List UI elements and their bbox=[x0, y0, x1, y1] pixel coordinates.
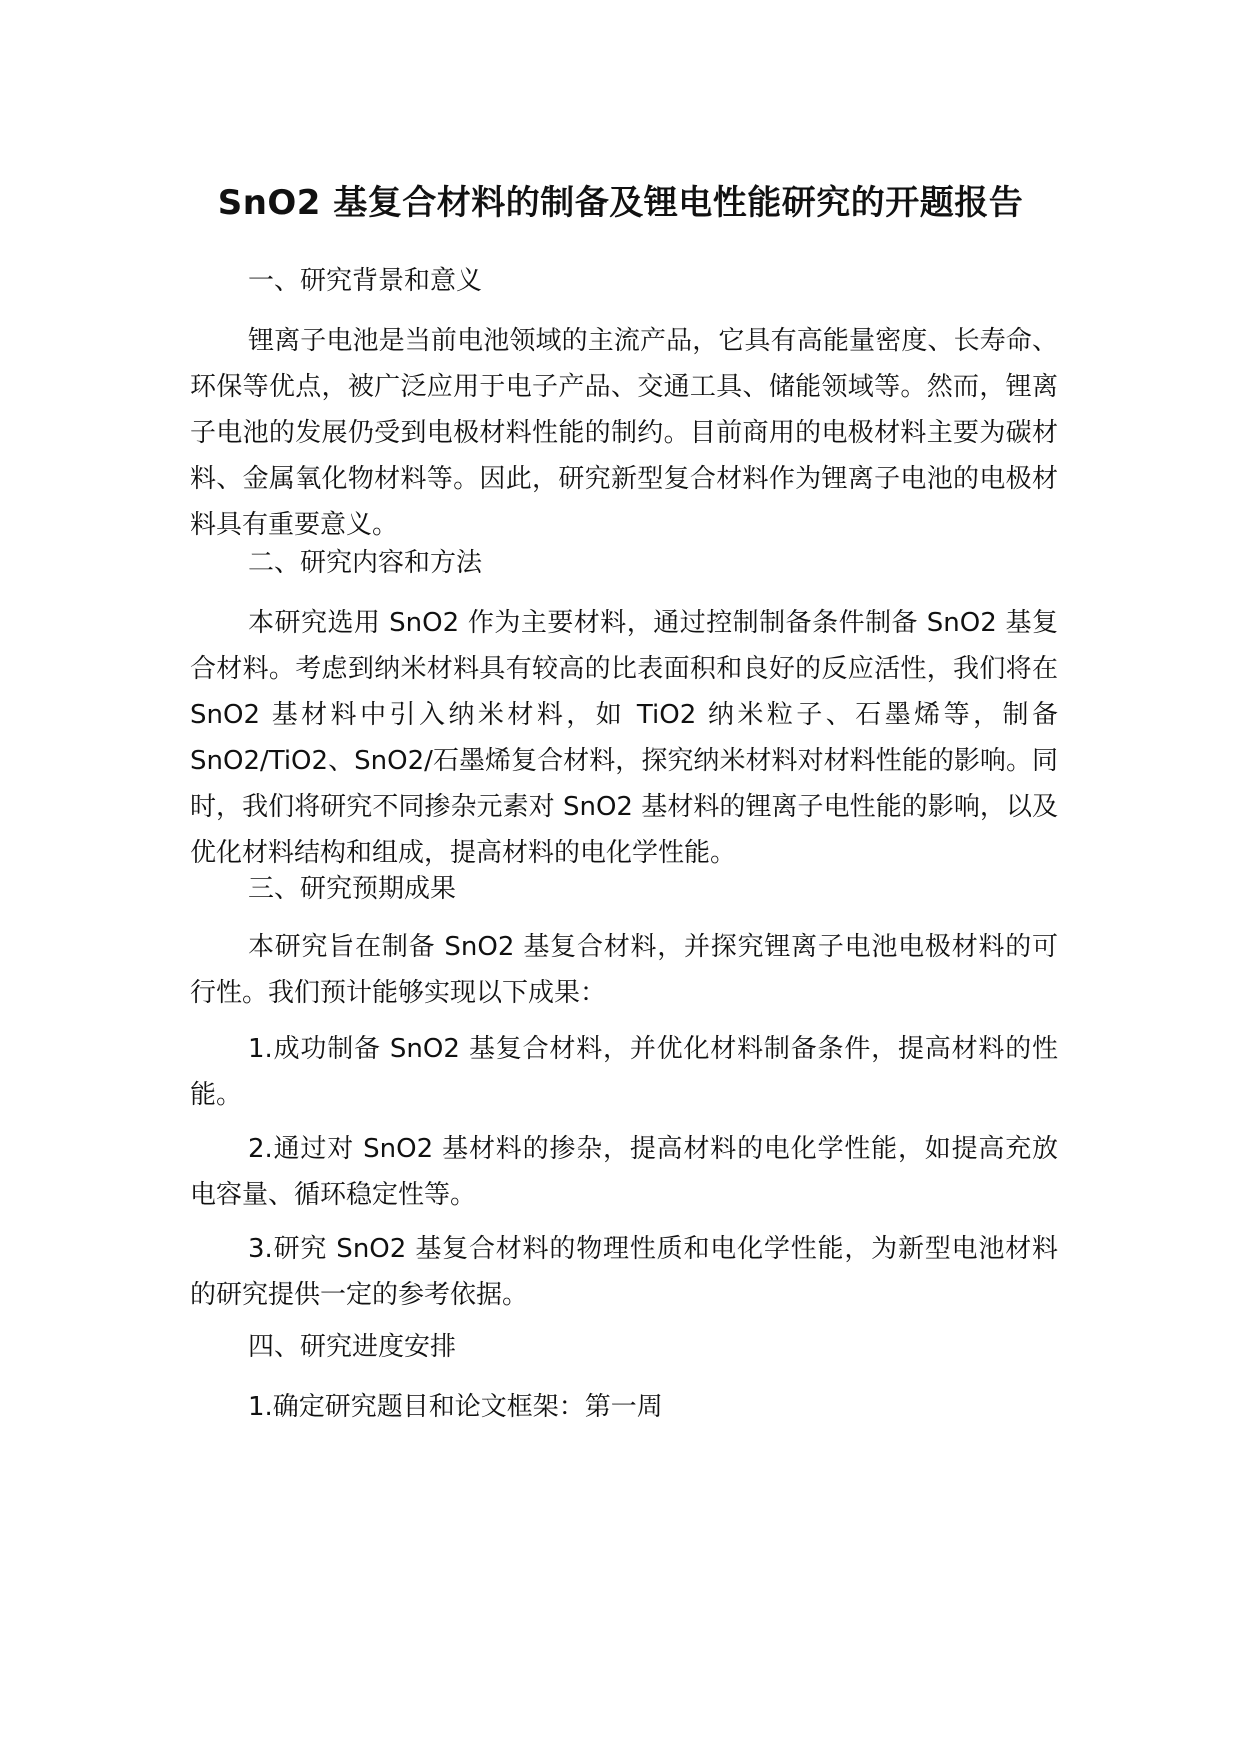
section-heading-expected-outcomes: 三、研究预期成果 bbox=[248, 874, 457, 904]
outcome-item-1: 1.成功制备 SnO2 基复合材料，并优化材料制备条件，提高材料的性能。 bbox=[190, 1034, 1058, 1110]
paragraph-background: 锂离子电池是当前电池领域的主流产品，它具有高能量密度、长寿命、环保等优点，被广泛应用于电子产品、交通工具、储能领域等。然而，锂离子电池的发展仍受到电极材料性能的制约。目前商用的电极材料主要为碳材料、金属氧化物材料等。因此，研究新型复合材料作为锂离子电池的电极材料具有重要意义。 bbox=[190, 326, 1058, 540]
outcome-item-2: 2.通过对 SnO2 基材料的掺杂，提高材料的电化学性能，如提高充放电容量、循环稳定性等。 bbox=[190, 1134, 1058, 1210]
outcome-item-3: 3.研究 SnO2 基复合材料的物理性质和电化学性能，为新型电池材料的研究提供一定的参考依据。 bbox=[190, 1234, 1058, 1310]
section-heading-content-method: 二、研究内容和方法 bbox=[248, 548, 483, 578]
document-title: SnO2 基复合材料的制备及锂电性能研究的开题报告 bbox=[217, 183, 1024, 223]
paragraph-content-method: 本研究选用 SnO2 作为主要材料，通过控制制备条件制备 SnO2 基复合材料。考虑到纳米材料具有较高的比表面积和良好的反应活性，我们将在 SnO2 基材料中引入纳米材料，如 TiO2 纳米粒子、石墨烯等，制备 SnO2/TiO2、SnO2/石墨烯复合材料，探究纳米材料对材料性能的影响。同时，我们将研究不同掺杂元素对 SnO2 基材料的锂离子电性能的影响，以及优化材料结构和组成，提高材料的电化学性能。 bbox=[190, 608, 1058, 868]
section-heading-background: 一、研究背景和意义 bbox=[248, 266, 483, 296]
schedule-item-1: 1.确定研究题目和论文框架：第一周 bbox=[248, 1392, 663, 1422]
paragraph-expected-outcomes: 本研究旨在制备 SnO2 基复合材料，并探究锂离子电池电极材料的可行性。我们预计能够实现以下成果： bbox=[190, 932, 1058, 1008]
section-heading-schedule: 四、研究进度安排 bbox=[248, 1332, 457, 1362]
